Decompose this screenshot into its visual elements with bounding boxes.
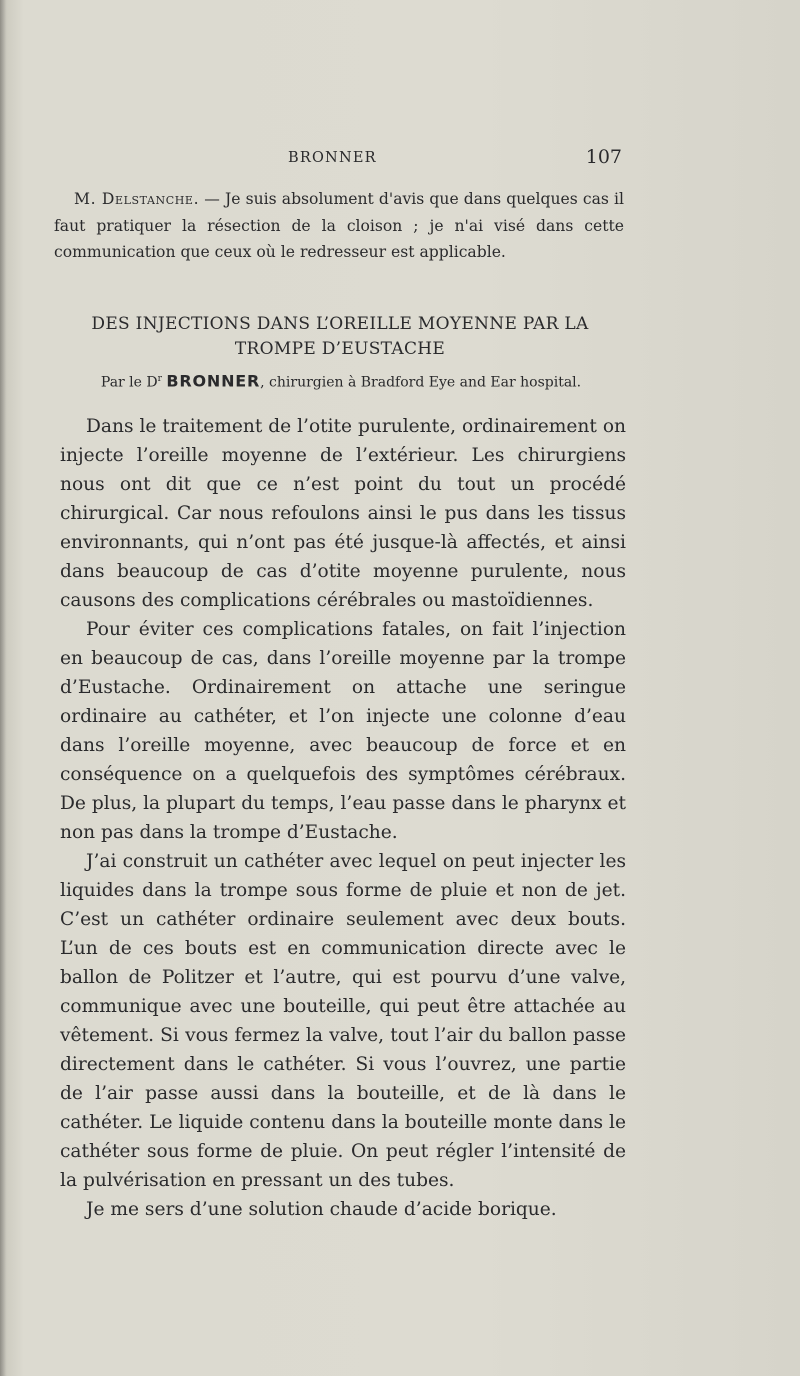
article-body: [60, 412, 626, 1224]
article-title-line-2: TROMPE D’EUSTACHE: [234, 339, 446, 359]
body-paragraph-4: Je me sers d’une solution chaude d’acide borique.: [86, 1199, 557, 1220]
discussion-paragraph: [54, 186, 624, 266]
body-paragraph-2: Pour éviter ces complications fatales, on fait l’injection en beaucoup de cas, dans l’oreille moyenne par la trompe d’Eustache. Ordinairement on attache une seringue ordinaire au cathéter, et l’on injecte une colonne d’eau dans l’oreille moyenne, avec beaucoup de force et en conséquence on a quelquefois des symptômes cérébraux. De plus, la plupart du temps, l’eau passe dans le pharynx et non pas dans la trompe d’Eustache.: [60, 619, 626, 843]
running-head: [56, 148, 624, 170]
article-title: [56, 312, 624, 362]
body-paragraph-1: Dans le traitement de l’otite purulente, ordinairement on injecte l’oreille moyenne de l’extérieur. Les chirurgiens nous ont dit que ce n’est point du tout un procédé chirurgical. Car nous refoulons ainsi le pus dans les tissus environnants, qui n’ont pas été jusque-là affectés, et ainsi dans beaucoup de cas d’otite moyenne purulente, nous causons des complications cérébrales ou mastoïdiennes.: [60, 416, 626, 611]
discussion-text: Je suis absolument d'avis que dans quelques cas il faut pratiquer la résection de la cloison ; je n'ai visé dans cette communication que ceux où le redresseur est applicable.: [54, 190, 625, 261]
page-number: 107: [585, 146, 622, 168]
binding-edge: [0, 0, 6, 1376]
byline-superscript: r: [157, 374, 162, 384]
speaker-name: M. Delstanche.: [74, 190, 200, 208]
author-name: BRONNER: [166, 371, 261, 391]
byline-prefix: Par le D: [100, 374, 158, 391]
byline-suffix: , chirurgien à Bradford Eye and Ear hospital.: [260, 374, 582, 391]
running-title: BRONNER: [288, 150, 377, 166]
article-title-line-1: DES INJECTIONS DANS L’OREILLE MOYENNE PAR LA: [91, 314, 589, 334]
body-paragraph-3: J’ai construit un cathéter avec lequel on peut injecter les liquides dans la trompe sous forme de pluie et non de jet. C’est un cathéter ordinaire seulement avec deux bouts. L’un de ces bouts est en communication directe avec le ballon de Politzer et l’autre, qui est pourvu d’une valve, communique avec une bouteille, qui peut être attachée au vêtement. Si vous fermez la valve, tout l’air du ballon passe directement dans le cathéter. Si vous l’ouvrez, une partie de l’air passe aussi dans la bouteille, et de là dans le cathéter. Le liquide contenu dans la bouteille monte dans le cathéter sous forme de pluie. On peut régler l’intensité de la pulvérisation en pressant un des tubes.: [60, 851, 626, 1191]
speaker-dash: —: [204, 190, 220, 208]
byline: [56, 368, 626, 394]
